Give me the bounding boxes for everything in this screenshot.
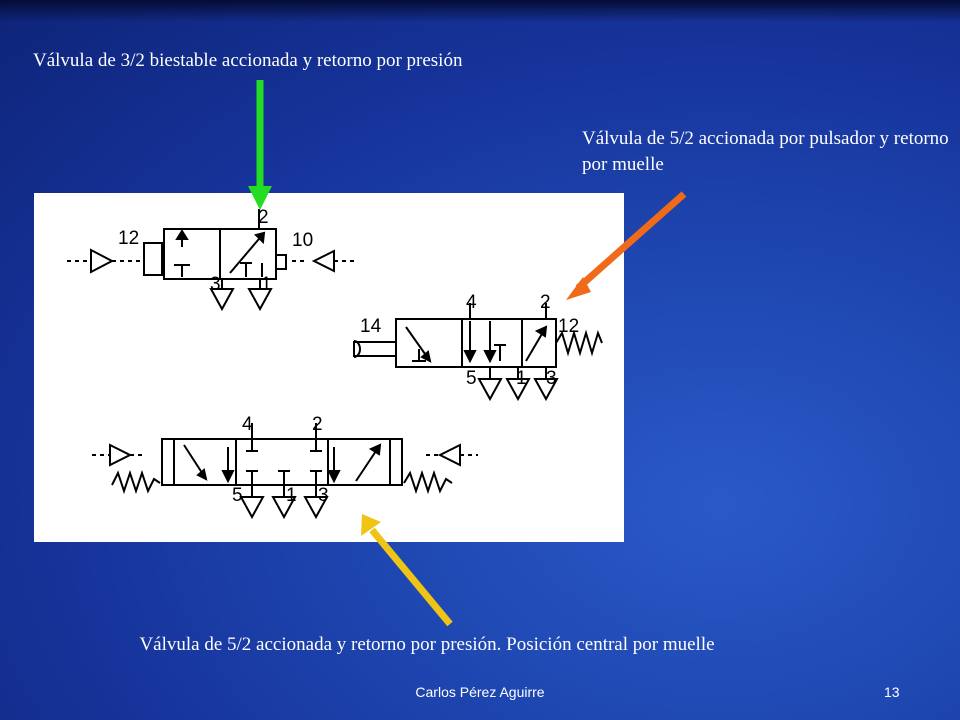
orange-pointer-arrow [566,194,684,300]
port-3-v1: 3 [210,274,221,295]
caption-valve-5-2-center: Válvula de 5/2 accionada y retorno por presión. Posición central por muelle [139,634,715,655]
port-2-v3: 2 [312,414,323,435]
caption-valve-3-2: Válvula de 3/2 biestable accionada y retorno por presión [33,50,463,71]
port-2-v2: 2 [540,292,551,313]
caption-valve-5-2-pushbutton: Válvula de 5/2 accionada por pulsador y retorno por muelle [582,128,949,175]
port-3-v3: 3 [318,485,329,506]
port-1-v3: 1 [286,485,297,506]
yellow-pointer-arrow [361,514,450,624]
port-3-v2: 3 [546,368,557,389]
green-pointer-arrow [248,80,272,210]
port-4-v2: 4 [466,292,477,313]
port-12-v1: 12 [118,228,140,249]
port-1-v2: 1 [516,368,527,389]
port-2-v1: 2 [258,207,269,228]
port-10-v1: 10 [292,230,314,251]
footer-page-number: 13 [884,684,900,700]
port-5-v3: 5 [232,485,243,506]
port-14-v2: 14 [360,316,382,337]
footer-author: Carlos Pérez Aguirre [415,684,545,700]
port-5-v2: 5 [466,368,477,389]
port-4-v3: 4 [242,414,253,435]
port-12-v2: 12 [558,316,580,337]
port-1-v1: 1 [261,274,272,295]
